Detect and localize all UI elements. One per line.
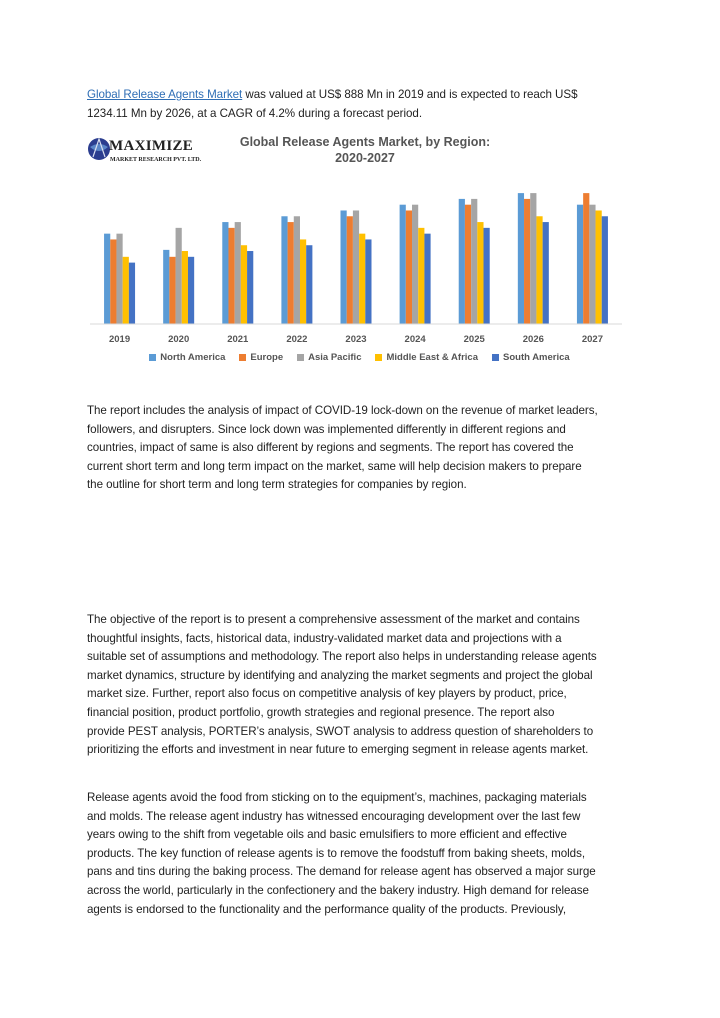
logo-wordmark: MAXIMIZE xyxy=(109,138,194,154)
legend-swatch xyxy=(297,354,304,361)
x-tick-label: 2021 xyxy=(227,334,249,345)
bar xyxy=(543,222,549,324)
bar xyxy=(306,245,312,324)
bar xyxy=(530,193,536,324)
market-link[interactable]: Global Release Agents Market xyxy=(87,88,243,101)
bar xyxy=(104,234,110,324)
bar xyxy=(406,210,412,324)
bar xyxy=(418,228,424,324)
bar xyxy=(188,257,194,324)
chart-legend xyxy=(87,352,632,363)
legend-item xyxy=(297,352,361,363)
x-tick-label: 2020 xyxy=(168,334,190,345)
bar xyxy=(589,205,595,324)
para2-line: current short term and long term impact on the market, same will help decision makers to prepare xyxy=(87,459,582,473)
para3-line: suitable set of assumptions and methodology. The report also helps in understanding release agents xyxy=(87,650,597,664)
bar xyxy=(163,250,169,324)
bar-chart xyxy=(87,130,632,350)
bar xyxy=(484,228,490,324)
para3-line: thoughtful insights, facts, historical data, industry-validated market data and projections with a xyxy=(87,631,562,645)
bar xyxy=(281,216,287,324)
covid-impact-paragraph xyxy=(87,402,647,495)
bar xyxy=(459,199,465,324)
legend-item xyxy=(149,352,225,363)
legend-item xyxy=(492,352,570,363)
bar xyxy=(583,193,589,324)
bar xyxy=(247,251,253,324)
para4-line: products. The key function of release agents is to remove the foodstuff from baking sheets, molds, xyxy=(87,846,585,860)
legend-item xyxy=(375,352,478,363)
bar xyxy=(471,199,477,324)
para3-line: prioritizing the efforts and investment in near future to emerging segment in release agents market. xyxy=(87,743,589,757)
intro-line-2: 1234.11 Mn by 2026, at a CAGR of 4.2% during a forecast period. xyxy=(87,106,422,120)
intro-line-1-text: was valued at US$ 888 Mn in 2019 and is expected to reach US$ xyxy=(242,88,578,101)
bar xyxy=(129,263,135,324)
bar xyxy=(116,234,122,324)
para3-line: market dynamics, structure by identifying and analyzing the market segments and project the global xyxy=(87,668,593,682)
x-tick-label: 2023 xyxy=(345,334,367,345)
bar xyxy=(169,257,175,324)
bar xyxy=(359,234,365,324)
para4-line: across the world, particularly in the confectionery and the bakery industry. High demand for release xyxy=(87,883,589,897)
legend-label: Europe xyxy=(250,352,284,363)
x-tick-label: 2022 xyxy=(286,334,308,345)
para3-line: financial position, product portfolio, growth strategies and regional presence. The report also xyxy=(87,705,555,719)
para4-line: Release agents avoid the food from sticking on to the equipment’s, machines, packaging materials xyxy=(87,791,587,804)
x-tick-label: 2019 xyxy=(108,334,131,345)
chart-figure xyxy=(87,130,632,370)
bar xyxy=(536,216,542,324)
legend-label: Asia Pacific xyxy=(308,352,362,363)
para2-line: The report includes the analysis of impact of COVID-19 lock-down on the revenue of market leaders, xyxy=(87,404,598,417)
para3-line: The objective of the report is to present a comprehensive assessment of the market and contains xyxy=(87,613,580,626)
bar xyxy=(477,222,483,324)
x-tick-label: 2027 xyxy=(581,334,604,345)
intro-line-1 xyxy=(87,86,647,105)
bar xyxy=(123,257,129,324)
bar xyxy=(300,239,306,324)
bar xyxy=(341,210,347,324)
para2-line: countries, impact of same is also different by regions and segments. The report has covered the xyxy=(87,441,574,455)
legend-label: Middle East & Africa xyxy=(386,352,478,363)
bar xyxy=(577,205,583,324)
para4-line: pans and tins during the baking process. The demand for release agent has observed a major surge xyxy=(87,865,596,879)
legend-swatch xyxy=(239,354,246,361)
bar xyxy=(235,222,241,324)
chart-title: Global Release Agents Market, by Region: xyxy=(239,135,491,149)
x-tick-label: 2025 xyxy=(463,334,485,345)
logo-subtitle: MARKET RESEARCH PVT. LTD. xyxy=(110,157,202,163)
para2-line: followers, and disrupters. Since lock down was implemented differently in different regions and xyxy=(87,422,566,436)
bar xyxy=(524,199,530,324)
bar xyxy=(222,222,228,324)
bar xyxy=(596,210,602,324)
legend-swatch xyxy=(149,354,156,361)
bar xyxy=(241,245,247,324)
bar xyxy=(412,205,418,324)
bar xyxy=(465,205,471,324)
bar xyxy=(365,239,371,324)
bar xyxy=(294,216,300,324)
x-tick-label: 2026 xyxy=(522,334,544,345)
bar xyxy=(176,228,182,324)
para3-line: market size. Further, report also focus on competitive analysis of key players by product, price, xyxy=(87,687,567,701)
legend-item xyxy=(239,352,283,363)
bar xyxy=(518,193,524,324)
legend-label: North America xyxy=(160,352,226,363)
bar xyxy=(347,216,353,324)
legend-swatch xyxy=(492,354,499,361)
release-agents-paragraph xyxy=(87,789,647,919)
para2-line: the outline for short term and long term strategies for companies by region. xyxy=(87,478,467,492)
bar xyxy=(353,210,359,324)
para4-line: and molds. The release agent industry has witnessed encouraging development over the last few xyxy=(87,809,581,823)
report-objective-paragraph xyxy=(87,611,647,760)
bar xyxy=(228,228,234,324)
para4-line: years owing to the shift from vegetable oils and basic emulsifiers to more efficient and effective xyxy=(87,828,567,842)
chart-subtitle: 2020-2027 xyxy=(335,151,395,165)
bar xyxy=(602,216,608,324)
legend-label: South America xyxy=(503,352,570,363)
para3-line: provide PEST analysis, PORTER’s analysis, SWOT analysis to address question of shareholders to xyxy=(87,724,594,738)
bar xyxy=(400,205,406,324)
bar xyxy=(110,239,116,324)
x-tick-label: 2024 xyxy=(404,334,426,345)
bar xyxy=(182,251,188,324)
para4-line: agents is endorsed to the functionality and the performance quality of the products. Previously, xyxy=(87,902,566,916)
intro-paragraph xyxy=(87,86,647,123)
legend-swatch xyxy=(375,354,382,361)
bar xyxy=(288,222,294,324)
bar xyxy=(424,234,430,324)
